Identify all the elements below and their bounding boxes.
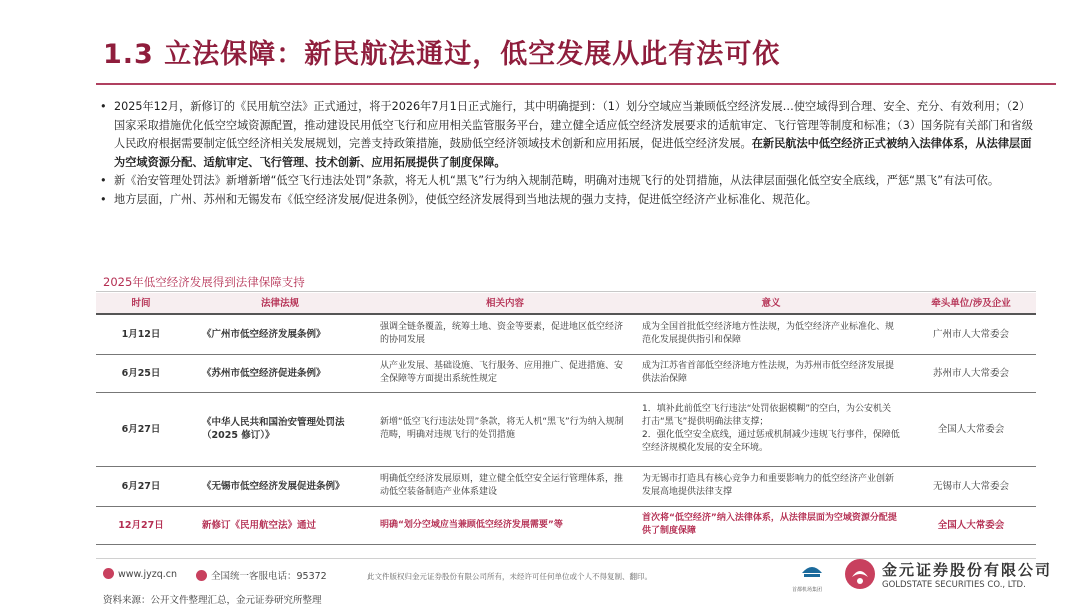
- globe-icon: [103, 568, 114, 579]
- bullet-text: 新《治安管理处罚法》新增新增“低空飞行违法处罚”条款，将无人机“黑飞”行为纳入规制范畴，明确对违规飞行的处罚措施，从法律层面强化低空安全底线，严惩“黑飞”有法可依。: [114, 174, 1000, 188]
- cell-significance: 为无锡市打造具有核心竞争力和重要影响力的低空经济产业创新发展高地提供法律支撑: [636, 466, 906, 506]
- header-significance: 意义: [636, 293, 906, 314]
- cell-law: 《苏州市低空经济促进条例》: [186, 354, 374, 392]
- source-note: 资料来源：公开文件整理汇总，金元证券研究所整理: [103, 595, 322, 606]
- table-header-row: [96, 293, 1036, 314]
- cell-content: 明确“划分空域应当兼顾低空经济发展需要”等: [374, 506, 636, 544]
- cell-law: 《无锡市低空经济发展促进条例》: [186, 466, 374, 506]
- table-row-highlight: [96, 506, 1036, 544]
- group-name: 首都机场集团: [792, 587, 823, 593]
- cell-significance: 成为江苏省首部低空经济地方性法规，为苏州市低空经济发展提供法治保障: [636, 354, 906, 392]
- company-name-cn: 金元证券股份有限公司: [882, 561, 1053, 579]
- cell-lead-unit: 全国人大常委会: [906, 506, 1036, 544]
- cell-significance: 1．填补此前低空飞行违法“处罚依据模糊”的空白，为公安机关打击“黑飞”提供明确法律支撑； 2．强化低空安全底线，通过惩戒机制减少违规飞行事件，保障低空经济规模化发展的安全环境。: [636, 392, 906, 466]
- table-row: [96, 466, 1036, 506]
- bullet-text: 地方层面，广州、苏州和无锡发布《低空经济发展/促进条例》，使低空经济发展得到当地法规的强力支持，促进低空经济产业标准化、规范化。: [114, 192, 817, 206]
- cell-content: 从产业发展、基础设施、飞行服务、应用推广、促进措施、安全保障等方面提出系统性规定: [374, 354, 636, 392]
- cell-content: 强调全链条覆盖，统筹土地、资金等要素，促进地区低空经济的协同发展: [374, 314, 636, 354]
- page-title: 1.3 立法保障：新民航法通过，低空发展从此有法可依: [103, 39, 781, 70]
- header-law: 法律法规: [186, 293, 374, 314]
- bullet-item: [96, 191, 1038, 210]
- header-time: 时间: [96, 293, 186, 314]
- table-row: [96, 314, 1036, 354]
- copyright-disclaimer: 此文件版权归金元证券股份有限公司所有，未经许可任何单位或个人不得复制、翻印。: [367, 572, 652, 581]
- cell-time: 6月25日: [96, 354, 186, 392]
- cell-law: 《中华人民共和国治安管理处罚法（2025 修订）》: [186, 392, 374, 466]
- phone-icon: [196, 570, 207, 581]
- header-lead-unit: 牵头单位/涉及企业: [906, 293, 1036, 314]
- cell-law: 《广州市低空经济发展条例》: [186, 314, 374, 354]
- table-title-divider: [96, 291, 1036, 292]
- airport-group-logo-icon: [800, 559, 824, 583]
- law-table: [96, 293, 1036, 545]
- cell-content: 新增“低空飞行违法处罚”条款，将无人机“黑飞”行为纳入规制范畴，明确对违规飞行的处罚措施: [374, 392, 636, 466]
- cell-time: 6月27日: [96, 466, 186, 506]
- cell-lead-unit: 广州市人大常委会: [906, 314, 1036, 354]
- website-text: www.jyzq.cn: [118, 569, 177, 580]
- bullet-item: [96, 98, 1038, 172]
- company-name-en: GOLDSTATE SECURITIES CO., LTD.: [882, 580, 1026, 590]
- cell-significance: 首次将“低空经济”纳入法律体系，从法律层面为空域资源分配提供了制度保障: [636, 506, 906, 544]
- footer-hotline: [196, 568, 327, 582]
- table-title: 2025年低空经济发展得到法律保障支持: [103, 275, 305, 289]
- title-divider: [96, 83, 1056, 85]
- header-content: 相关内容: [374, 293, 636, 314]
- title-accent-decoration: [0, 20, 90, 84]
- table-row: [96, 354, 1036, 392]
- cell-time: 1月12日: [96, 314, 186, 354]
- table-row: [96, 392, 1036, 466]
- cell-lead-unit: 无锡市人大常委会: [906, 466, 1036, 506]
- cell-law: 新修订《民用航空法》通过: [186, 506, 374, 544]
- footer-website[interactable]: [103, 568, 177, 580]
- cell-significance: 成为全国首批低空经济地方性法规，为低空经济产业标准化、规范化发展提供指引和保障: [636, 314, 906, 354]
- bullet-text: 2025年12月，新修订的《民用航空法》正式通过，将于2026年7月1日正式施行，其中明确提到：（1）划分空域应当兼顾低空经济发展…使空域得到合理、安全、充分、有效利用；（2）国家采取措施优化低空空域资源配置，推动建设民用低空飞行和应用相关监管服务平台，建立健全适应低空经济发展要求的适航审定、飞行管理等制度和标准；（3）国务院有关部门和省级人民政府根据需要制定低空经济相关发展规划，完善支持政策措施，鼓励低空经济领域技术创新和应用拓展，促进低空经济发展。: [114, 100, 1033, 151]
- cell-lead-unit: 全国人大常委会: [906, 392, 1036, 466]
- cell-lead-unit: 苏州市人大常委会: [906, 354, 1036, 392]
- cell-content: 明确低空经济发展原则，建立健全低空安全运行管理体系，推动低空装备制造产业体系建设: [374, 466, 636, 506]
- goldstate-logo-icon: [843, 557, 877, 591]
- bullet-bold-text: 在新民航法中低空经济正式被纳入法律体系，从法律层面为空域资源分配、适航审定、飞行管理、技术创新、应用拓展提供了制度保障。: [114, 137, 1032, 169]
- hotline-text: 全国统一客服电话：95372: [211, 571, 327, 582]
- bullet-item: [96, 172, 1038, 191]
- cell-time: 12月27日: [96, 506, 186, 544]
- cell-time: 6月27日: [96, 392, 186, 466]
- bullet-list: [96, 98, 1038, 210]
